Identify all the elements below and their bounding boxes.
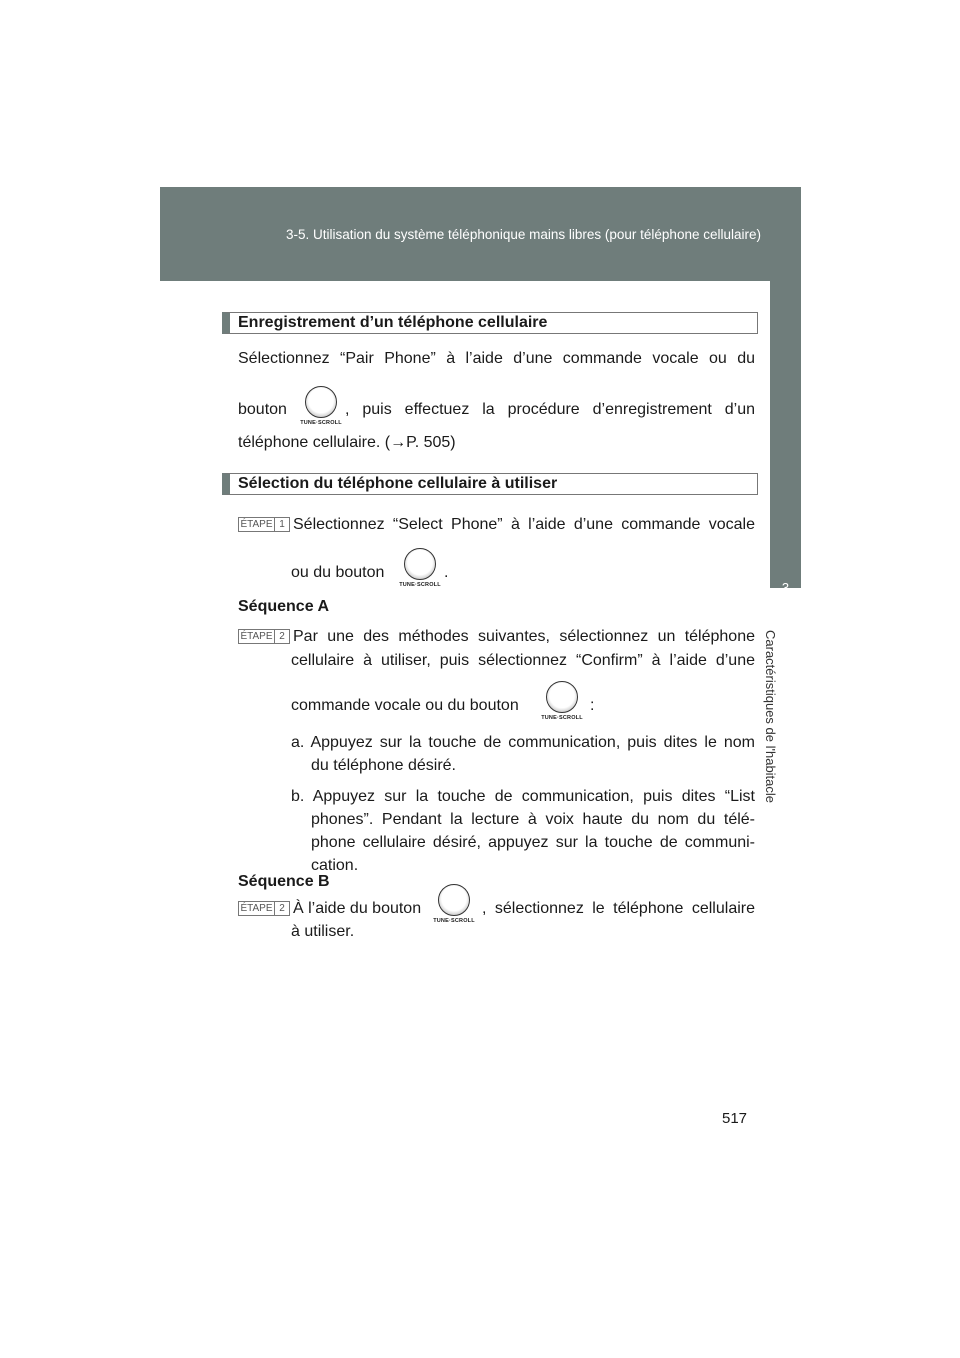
chapter-tab xyxy=(770,281,801,595)
text-line: cellulaire à utiliser, puis sélectionnez “Confirm” à l’aide d’une xyxy=(291,652,755,669)
section-title-registration: Enregistrement d’un téléphone cellulaire xyxy=(222,312,758,334)
step-badge xyxy=(238,517,290,532)
text-line: À l’aide du bouton xyxy=(293,900,422,917)
list-item-a-cont: du téléphone désiré. xyxy=(311,757,456,774)
text-line: , sélectionnez le téléphone cellulaire xyxy=(482,900,755,917)
header-band xyxy=(160,187,801,281)
step-number: 2 xyxy=(274,630,289,643)
tune-scroll-knob-icon xyxy=(540,681,584,725)
text-line: . xyxy=(444,564,449,581)
section-title-selection: Sélection du téléphone cellulaire à utiliser xyxy=(222,473,758,495)
step-number: 2 xyxy=(274,902,289,915)
tune-scroll-knob-icon xyxy=(432,884,476,928)
list-item-a: a. Appuyez sur la touche de communication, puis dites le nom xyxy=(291,734,755,751)
text-line: à utiliser. xyxy=(291,923,355,940)
text-line: Sélectionnez “Pair Phone” à l’aide d’une commande vocale ou du xyxy=(238,350,755,367)
text-line: téléphone cellulaire. (→P. 505) xyxy=(238,434,456,451)
text-line: , puis effectuez la procédure d’enregistrement d’un xyxy=(345,401,755,418)
list-item-b: b. Appuyez sur la touche de communication, puis dites “List xyxy=(291,788,755,805)
knob-label: TUNE·SCROLL xyxy=(300,420,342,426)
list-item-b-cont: phones”. Pendant la lecture à voix haute du nom du télé- xyxy=(311,811,755,828)
list-item-b-cont: phone cellulaire désiré, appuyez sur la touche de communi- xyxy=(311,834,755,851)
sequence-b-title: Séquence B xyxy=(238,873,330,890)
step-number: 1 xyxy=(274,518,289,531)
chapter-label: Caractéristiques de l'habitacle xyxy=(763,630,778,804)
text-line: bouton xyxy=(238,401,287,418)
tune-scroll-knob-icon xyxy=(299,386,343,430)
step-badge xyxy=(238,901,290,916)
tune-scroll-knob-icon xyxy=(398,548,442,592)
chapter-number: 3 xyxy=(781,580,790,595)
text-line: ou du bouton xyxy=(291,564,385,581)
knob-label: TUNE·SCROLL xyxy=(399,582,441,588)
text-line: Par une des méthodes suivantes, sélectionnez un téléphone xyxy=(293,628,755,645)
step-badge xyxy=(238,629,290,644)
knob-label: TUNE·SCROLL xyxy=(433,918,475,924)
knob-label: TUNE·SCROLL xyxy=(541,715,583,721)
text-line: commande vocale ou du bouton xyxy=(291,697,519,714)
step-word: ÉTAPE xyxy=(240,903,273,914)
step-word: ÉTAPE xyxy=(240,519,273,530)
text-line: : xyxy=(590,697,595,714)
section-header: 3-5. Utilisation du système téléphonique mains libres (pour téléphone cellulaire) xyxy=(285,227,761,242)
step-word: ÉTAPE xyxy=(240,631,273,642)
page-number: 517 xyxy=(722,1110,748,1127)
sequence-a-title: Séquence A xyxy=(238,598,329,615)
list-item-b-cont: cation. xyxy=(311,857,359,874)
text-line: Sélectionnez “Select Phone” à l’aide d’une commande vocale xyxy=(293,516,755,533)
